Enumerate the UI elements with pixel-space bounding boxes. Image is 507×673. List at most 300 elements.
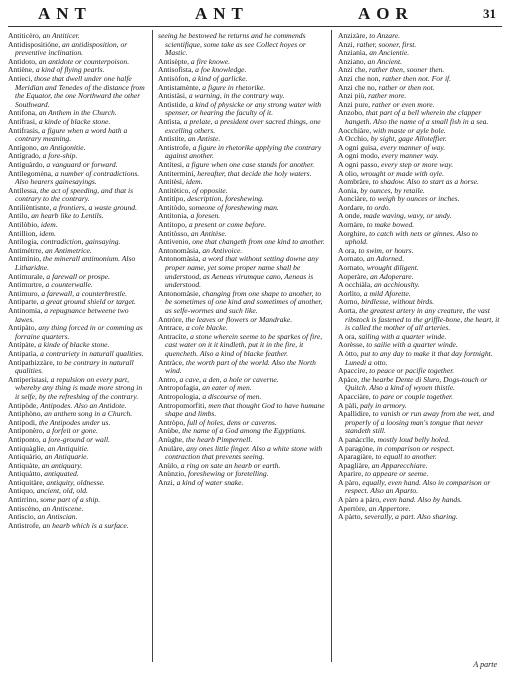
- entry-definition: antiquated.: [44, 469, 79, 479]
- entry-headword: Antiquàglie,: [8, 443, 46, 453]
- dictionary-entry: [8, 307, 148, 324]
- entry-definition: rather or then not.: [378, 82, 435, 92]
- entry-definition: to appeare or seeme.: [365, 469, 429, 479]
- entry-headword: Antitòsso,: [158, 228, 190, 238]
- column-divider-2: [331, 30, 332, 662]
- entry-definition: an Adorned.: [366, 254, 405, 264]
- dictionary-entry: [338, 513, 500, 522]
- entry-headword: Antìstide,: [158, 99, 188, 109]
- entry-definition: mostly loud belly holed.: [377, 434, 450, 444]
- entry-headword: Antròpo,: [158, 417, 186, 427]
- entry-definition: to peace or pacifie together.: [369, 366, 455, 376]
- entry-headword: Antiguàrdo,: [8, 159, 45, 169]
- entry-headword: Anzi pure,: [338, 99, 371, 109]
- entry-definition: an eater of men.: [202, 383, 252, 393]
- entry-definition: that part of a bell wherein the clapper hangeth. Also the name of a small fish in a sea.: [345, 108, 489, 126]
- entry-definition: to be contrary in naturall qualities.: [15, 357, 134, 376]
- entry-definition: to weigh by ounces or inches.: [369, 194, 460, 204]
- entry-definition: any thing forced in or comming as forraine quarters.: [15, 323, 143, 341]
- dictionary-entry: [338, 109, 500, 126]
- entry-definition: an Anthem in the Church.: [38, 108, 117, 118]
- entry-headword: Antilòbio,: [8, 220, 40, 230]
- entry-headword: Antisèpte,: [158, 56, 190, 66]
- entry-definition: a kind of flying pearls.: [35, 65, 105, 75]
- dictionary-entry: [8, 522, 148, 531]
- entry-headword: Antiquàtto,: [8, 469, 43, 479]
- dictionary-entry: [8, 324, 148, 341]
- running-header: [10, 4, 500, 26]
- entry-headword: A occhiàla,: [338, 280, 373, 290]
- entry-definition: the leaves or flowers or Mandrake.: [185, 314, 293, 324]
- entry-definition: to catch with nets or ginnes. Also to uphold.: [345, 228, 478, 247]
- entry-headword: Antimuro,: [8, 288, 40, 298]
- entry-headword: Antimurtre,: [8, 280, 44, 290]
- entry-headword: Antilessa,: [8, 185, 39, 195]
- entry-headword: Antitètico,: [158, 185, 191, 195]
- entry-definition: an acchiouslty.: [374, 280, 420, 290]
- entry-definition: an Antiticer.: [42, 31, 80, 40]
- entry-headword: Antitèsi,: [158, 177, 184, 187]
- entry-headword: Antimurale,: [8, 271, 45, 281]
- entry-headword: A ogni passo,: [338, 159, 380, 169]
- entry-definition: antiquity, oldnesse.: [46, 477, 105, 487]
- dictionary-entry: [158, 101, 326, 118]
- entry-headword: Antitìpo,: [158, 194, 186, 204]
- entry-headword: Aorno,: [338, 297, 360, 307]
- entry-definition: a warning, in the contrary way.: [188, 91, 285, 101]
- entry-headword: Antisofìsta,: [158, 65, 194, 75]
- entry-definition: one that changeth from one kind to another.: [192, 237, 325, 247]
- entry-headword: Aoncìàre,: [338, 194, 368, 204]
- dictionary-entry: [8, 41, 148, 58]
- entry-headword: Anulàre,: [158, 443, 185, 453]
- dictionary-entry: [8, 187, 148, 204]
- entry-headword: Aorèsse,: [338, 340, 365, 350]
- entry-headword: Antracìte,: [158, 331, 189, 341]
- entry-headword: Anùlo,: [158, 460, 179, 470]
- dictionary-entry: [338, 376, 500, 393]
- entry-definition: a number of contradictions. Also hearers gainesayings.: [15, 168, 140, 187]
- entry-definition: rather or even more.: [371, 99, 435, 109]
- entry-definition: idem.: [40, 220, 58, 230]
- entry-headword: Apacciàre,: [338, 391, 371, 401]
- entry-headword: Antipatìa,: [8, 348, 39, 358]
- entry-definition: made waving, wavy, or undy.: [363, 211, 452, 221]
- entry-definition: full of holes, dens or caverns.: [187, 417, 277, 427]
- entry-headword: Antígono,: [8, 142, 39, 152]
- entry-definition: an Antiste.: [187, 134, 221, 144]
- entry-definition: by sight, gage Alloteffier.: [370, 134, 447, 144]
- entry-headword: Antràce,: [158, 357, 184, 367]
- entry-definition: to pare or couple together.: [372, 391, 454, 401]
- entry-headword: Antifrasi,: [8, 116, 37, 126]
- entry-definition: a farewall, a counterbrestle.: [41, 288, 128, 298]
- dictionary-entry: [338, 410, 500, 436]
- entry-headword: Apaccire,: [338, 366, 368, 376]
- entry-definition: any ones little finger. Also a white stone with contraction that prevents seeing.: [165, 443, 323, 462]
- entry-definition: paly in armory.: [360, 400, 407, 410]
- entry-definition: a stone wherein seeme to be sparkes of fire, cast water on it it kindleth, put it in the fire, it quencheth. Also a kind of blacke feather.: [165, 331, 323, 358]
- entry-definition: a cave, a den, a hole or caverne.: [179, 374, 279, 384]
- entry-headword: Antilegomèna,: [8, 168, 53, 178]
- dictionary-entry: [8, 376, 148, 402]
- entry-headword: Aordare,: [338, 202, 365, 212]
- entry-definition: men that thought God to have humane shape and limbs.: [165, 400, 325, 419]
- entry-definition: an hearb which is a surface.: [42, 520, 129, 530]
- entry-definition: a present or come before.: [188, 220, 267, 230]
- dictionary-entry: [8, 170, 148, 187]
- entry-headword: Antiquàte,: [8, 460, 40, 470]
- entry-definition: an antiquary.: [41, 460, 83, 470]
- dictionary-entry: [158, 402, 326, 419]
- entry-headword: Antiscèno,: [8, 503, 41, 513]
- dictionary-entry: [158, 255, 326, 289]
- entry-headword: Antropologia,: [158, 391, 201, 401]
- entry-definition: a contrariety in naturall qualities.: [40, 348, 144, 358]
- entry-definition: the Antipodes under us.: [38, 417, 111, 427]
- entry-definition: foreshewing or foretelling.: [187, 469, 269, 479]
- entry-definition: an antidisposition, or preventive inclination.: [15, 39, 128, 58]
- entry-definition: a frontiers, a waste ground.: [53, 202, 137, 212]
- entry-headword: Antilièntisnte,: [8, 202, 52, 212]
- entry-headword: Antiponto,: [8, 434, 41, 444]
- entry-definition: rather then, sooner then.: [369, 65, 445, 75]
- entry-headword: A pàrto,: [338, 512, 363, 522]
- entry-headword: Aorlìto,: [338, 288, 362, 298]
- entry-headword: Antìsta,: [158, 116, 182, 126]
- entry-definition: put to any day to make it that day fortnight. Lunedi a otto.: [345, 348, 493, 367]
- entry-headword: Antidispositióne,: [8, 39, 61, 49]
- entry-headword: Aombràre,: [338, 177, 371, 187]
- entry-headword: Antonomàsia,: [158, 254, 201, 264]
- entry-headword: Anzi che no,: [338, 82, 377, 92]
- entry-headword: A ora,: [338, 331, 357, 341]
- entry-headword: Antipòde,: [8, 400, 39, 410]
- entry-definition: a discourse of men.: [202, 391, 262, 401]
- entry-definition: an Antiscian.: [37, 512, 78, 522]
- entry-headword: Antinomia,: [8, 306, 43, 315]
- entry-headword: Antimìnio,: [8, 254, 42, 264]
- entry-definition: the act of speeding, and that is contrary to the contrary.: [15, 185, 134, 204]
- entry-definition: an Antiquitie.: [47, 443, 89, 453]
- entry-headword: Antiphòno,: [8, 409, 43, 419]
- entry-headword: Anzi che non,: [338, 73, 381, 83]
- entry-definition: in comparison or respect.: [376, 443, 455, 453]
- entry-definition: ancient, old, old.: [36, 486, 88, 496]
- dictionary-entry: [8, 359, 148, 376]
- entry-definition: an anthem song in a Church.: [44, 409, 133, 419]
- entry-definition: a kinde of blacke stone.: [37, 340, 110, 350]
- entry-headword: Antivenio,: [158, 237, 191, 247]
- entry-definition: to shadow. Also to start as a horse.: [372, 177, 479, 187]
- entry-definition: to vanish or run away from the wet, and properly of a loosing man's tongue that never standeth still.: [345, 409, 495, 436]
- entry-definition: every manner of way.: [380, 142, 446, 152]
- entry-headword: A olio,: [338, 168, 359, 178]
- entry-definition: a counterwalle.: [45, 280, 93, 290]
- entry-definition: of opposite.: [192, 185, 228, 195]
- catchword: A parte: [473, 660, 497, 669]
- header-middle-word: ANT: [195, 4, 249, 23]
- entry-definition: to make bowed.: [366, 220, 415, 230]
- entry-headword: Antipodi,: [8, 417, 37, 427]
- entry-definition: a kinde of blacke stone.: [38, 116, 111, 126]
- entry-headword: A onde,: [338, 211, 362, 221]
- entry-definition: sailing with a quarter winde.: [358, 331, 447, 341]
- entry-headword: Aoperàre,: [338, 271, 369, 281]
- entry-headword: Anzi,: [338, 39, 355, 49]
- entry-headword: A òtto,: [338, 348, 359, 358]
- entry-definition: to Anzare.: [369, 31, 401, 40]
- entry-definition: hereafter, that decide the holy waters.: [197, 168, 312, 178]
- entry-definition: rather more.: [368, 91, 407, 101]
- entry-headword: Antonomàsia,: [158, 245, 201, 255]
- entry-definition: idem.: [185, 177, 203, 187]
- entry-headword: Antonomàsie,: [158, 288, 201, 298]
- entry-definition: the minerall antimonium. Also Litharidne.: [15, 254, 136, 273]
- entry-definition: some part of a ship.: [40, 495, 101, 505]
- entry-headword: A ogni modo,: [338, 151, 380, 161]
- entry-headword: Antisòfon,: [158, 73, 191, 83]
- entry-definition: Antipodes. Also an Antidote.: [40, 400, 127, 410]
- entry-headword: Antillion,: [8, 228, 38, 238]
- entry-definition: an antidote or counterpoison.: [38, 56, 130, 66]
- entry-definition: a figure when one case stands for another.: [185, 159, 315, 169]
- entry-headword: Apallidire,: [338, 409, 371, 419]
- header-right-word: AOR: [358, 4, 414, 23]
- entry-headword: Antieci,: [8, 73, 33, 83]
- entry-headword: Apàce,: [338, 374, 360, 384]
- entry-headword: Antiponèro,: [8, 426, 45, 436]
- entry-headword: A ora,: [338, 245, 357, 255]
- entry-headword: Antiquo,: [8, 486, 35, 496]
- entry-headword: Antiparte,: [8, 297, 39, 307]
- dictionary-entry: [158, 290, 326, 316]
- entry-headword: Anzianìa,: [338, 48, 368, 58]
- entry-definition: to swim, or hours.: [358, 245, 414, 255]
- entry-headword: Antropomorfiti,: [158, 400, 207, 410]
- entry-definition: an Antimetrice.: [45, 245, 92, 255]
- entry-definition: a kind of physicke or any strong water with spenser, or hearing the faculty of it.: [165, 99, 321, 118]
- entry-definition: a figure in rhetorike applying the contrary against another.: [165, 142, 322, 161]
- entry-definition: severally, a part. Also sharing.: [364, 512, 458, 522]
- entry-definition: to ordo.: [366, 202, 391, 212]
- entry-definition: an Ancient.: [367, 56, 402, 66]
- entry-headword: Aorghire,: [338, 228, 368, 238]
- entry-headword: Anzi,: [158, 477, 175, 487]
- dictionary-entry: [338, 479, 500, 496]
- entry-definition: an Ancientie.: [369, 48, 410, 58]
- entry-definition: a vanguard or forward.: [46, 159, 118, 169]
- dictionary-entry: [158, 118, 326, 135]
- entry-definition: birdlesse, without birds.: [361, 297, 435, 307]
- entry-headword: Antròre,: [158, 314, 184, 324]
- entry-definition: an Antiscene.: [42, 503, 84, 513]
- entry-definition: an Apparecchiare.: [371, 460, 428, 470]
- column-3: [338, 32, 500, 522]
- entry-definition: a figure in rhetorike.: [202, 82, 266, 92]
- entry-definition: a figure when a word hath a contrary meaning.: [15, 125, 128, 144]
- entry-headword: Antrace,: [158, 323, 184, 333]
- entry-headword: Anùnzio,: [158, 469, 187, 479]
- entry-definition: a forfeit or gone.: [46, 426, 98, 436]
- entry-headword: Anzi che,: [338, 65, 368, 75]
- dictionary-entry: [158, 359, 326, 376]
- entry-headword: A pàli,: [338, 400, 359, 410]
- page-number: 31: [483, 6, 496, 21]
- entry-headword: Antistàsi,: [158, 91, 187, 101]
- entry-headword: Apertòre,: [338, 503, 367, 513]
- entry-definition: by ounces, by retaile.: [360, 185, 425, 195]
- entry-definition: seeing he bestowed he returns and he commends scientifique, some take as see Collect hoyes or Mastic.: [158, 31, 306, 58]
- entry-headword: Antimétrre,: [8, 245, 44, 255]
- entry-headword: Aornato,: [338, 263, 365, 273]
- entry-headword: Antitòdo,: [158, 202, 187, 212]
- dictionary-entry: [158, 32, 326, 58]
- entry-headword: A panàcclle,: [338, 434, 376, 444]
- entry-definition: the worth part of the world. Also the North wind.: [165, 357, 316, 376]
- entry-definition: a foe knowledge.: [195, 65, 247, 75]
- entry-headword: Antiquàrio,: [8, 452, 43, 462]
- entry-definition: a word that without setting downe any proper name, yet some proper name shall be understood, as Aeneas virumque cano, Aeneas is understood.: [165, 254, 319, 290]
- entry-headword: Aparire,: [338, 469, 364, 479]
- entry-headword: Antitesi,: [158, 159, 184, 169]
- entry-headword: Antropofagia,: [158, 383, 201, 393]
- entry-definition: an Antivoice.: [202, 245, 243, 255]
- entry-definition: a farewall or prospe.: [46, 271, 110, 281]
- entry-definition: the hearbe Dente di Sluro, Dogs-touch or Quitch. Also a kind of wyoen thistle.: [345, 374, 488, 393]
- entry-definition: the greatest artery in any creature, the vast ribstock is fastened to the griffle-bone, the heart, it is called the mother of all arteries.: [345, 306, 500, 333]
- dictionary-entry: [338, 307, 500, 333]
- entry-definition: rather then not. For if.: [382, 73, 452, 83]
- entry-headword: Antiquitàre,: [8, 477, 45, 487]
- entry-headword: Antígrado,: [8, 151, 41, 161]
- entry-definition: an Adoperare.: [370, 271, 414, 281]
- entry-headword: Anùghe,: [158, 434, 184, 444]
- entry-definition: idem.: [39, 228, 56, 238]
- entry-definition: rather, sooner, first.: [356, 39, 417, 49]
- dictionary-entry: [8, 255, 148, 272]
- entry-definition: a foresen.: [190, 211, 221, 221]
- entry-headword: Antitermini,: [158, 168, 196, 178]
- dictionary-entry: [8, 75, 148, 109]
- entry-definition: someone of foreshewing man.: [188, 202, 279, 212]
- entry-headword: Aparagiàre,: [338, 452, 374, 462]
- entry-headword: Antro,: [158, 374, 178, 384]
- entry-headword: Antifona,: [8, 108, 37, 118]
- entry-headword: Antìdoto,: [8, 56, 37, 66]
- entry-definition: a ring on sate an hearb or earth.: [180, 460, 281, 470]
- entry-headword: Antilo,: [8, 211, 30, 221]
- entry-headword: Apagliàre,: [338, 460, 370, 470]
- entry-headword: Antitopo,: [158, 220, 187, 230]
- entry-definition: every step or more way.: [381, 159, 454, 169]
- entry-headword: Aornato,: [338, 254, 365, 264]
- entry-headword: Anùbe,: [158, 426, 181, 436]
- entry-definition: a fire knowe.: [190, 56, 231, 66]
- entry-definition: to sailie with a quarter winde.: [366, 340, 458, 350]
- entry-headword: Anzi più,: [338, 91, 367, 101]
- entry-headword: Antifrasis,: [8, 125, 40, 135]
- entry-definition: a great ground shield or target.: [40, 297, 136, 307]
- entry-headword: Anziano,: [338, 56, 366, 66]
- column-1: [8, 32, 148, 530]
- column-2: [158, 32, 326, 487]
- entry-headword: Antipathizzàre,: [8, 357, 55, 367]
- entry-headword: A pàro,: [338, 477, 361, 487]
- entry-headword: Antiène,: [8, 65, 34, 75]
- entry-headword: Antitonia,: [158, 211, 189, 221]
- entry-headword: A ogni guisa,: [338, 142, 379, 152]
- entry-definition: wrought diligent.: [366, 263, 419, 273]
- entry-headword: A Occhio,: [338, 134, 369, 144]
- entry-definition: a fore-ground or wall.: [42, 434, 110, 444]
- entry-definition: a repulsion on every part, whereby any thing is made more strong in it selfe, by the refreshing of the contrary.: [15, 374, 143, 401]
- column-divider-1: [152, 30, 153, 662]
- entry-definition: the name of a God among the Egyptians.: [182, 426, 307, 436]
- entry-definition: an Antigonitie.: [40, 142, 86, 152]
- entry-definition: a cole blacke.: [185, 323, 228, 333]
- dictionary-entry: [158, 445, 326, 462]
- entry-definition: equally, even hand. Also in comparison or respect. Also an Aparto.: [345, 477, 491, 496]
- header-rule: [8, 26, 502, 27]
- entry-headword: A paragòne,: [338, 443, 375, 453]
- entry-headword: Antipàte,: [8, 340, 37, 350]
- entry-headword: Aonia,: [338, 185, 359, 195]
- header-left-word: ANT: [38, 4, 92, 23]
- entry-definition: a repugnance betweene two lawes.: [15, 306, 129, 324]
- entry-headword: Aorta,: [338, 306, 358, 315]
- dictionary-entry: [158, 333, 326, 359]
- entry-definition: even hand. Also by hands.: [382, 495, 463, 505]
- entry-definition: with maste or ayle bole.: [373, 125, 446, 135]
- entry-headword: Antiticèro,: [8, 31, 41, 40]
- entry-headword: Antiperìstasi,: [8, 374, 49, 384]
- entry-headword: Anzobo,: [338, 108, 364, 118]
- dictionary-entry: [338, 350, 500, 367]
- entry-definition: description, foreshewing.: [187, 194, 264, 204]
- entry-headword: Antistamènte,: [158, 82, 201, 92]
- entry-definition: a kind of garlicke.: [192, 73, 248, 83]
- entry-definition: an Antitèse.: [190, 228, 227, 238]
- entry-headword: Anzizàre,: [338, 31, 368, 40]
- entry-headword: Antilogia,: [8, 237, 39, 247]
- entry-definition: an hearb like to Lentils.: [31, 211, 104, 221]
- dictionary-entry: [338, 230, 500, 247]
- entry-definition: a mild Aforette.: [363, 288, 411, 298]
- entry-definition: changing from one shape to another, to be sometimes of one kind and sometimes of another, as selfe-wormes and such like.: [165, 288, 323, 315]
- entry-definition: the hearb Pimpernell.: [185, 434, 253, 444]
- dictionary-entry: [158, 144, 326, 161]
- entry-headword: A pàro a pàro,: [338, 495, 382, 505]
- entry-headword: Aocchiàre,: [338, 125, 372, 135]
- entry-definition: those that dwell under one halfe Meridian and Tenedes of the distance from the Equator, the one Northward the other Southward.: [15, 73, 145, 109]
- entry-definition: a prelate, a president over sacred things, one excelling others.: [165, 116, 321, 135]
- entry-definition: an Appertore.: [368, 503, 411, 513]
- entry-definition: contradiction, gainsaying.: [40, 237, 121, 247]
- entry-definition: every manner way.: [381, 151, 439, 161]
- dictionary-entry: [8, 127, 148, 144]
- entry-definition: a kind of water snake.: [176, 477, 244, 487]
- entry-definition: a fore-ship.: [42, 151, 78, 161]
- entry-headword: Antistrofe,: [158, 142, 191, 152]
- entry-definition: to equall to another.: [375, 452, 437, 462]
- dictionary-entry: [158, 479, 326, 488]
- entry-definition: an Antiquarie.: [44, 452, 89, 462]
- entry-definition: wrought or made with oyle.: [360, 168, 445, 178]
- entry-headword: Antìscio,: [8, 512, 36, 522]
- entry-headword: Antirrìno,: [8, 495, 39, 505]
- entry-headword: Antipàto,: [8, 323, 37, 333]
